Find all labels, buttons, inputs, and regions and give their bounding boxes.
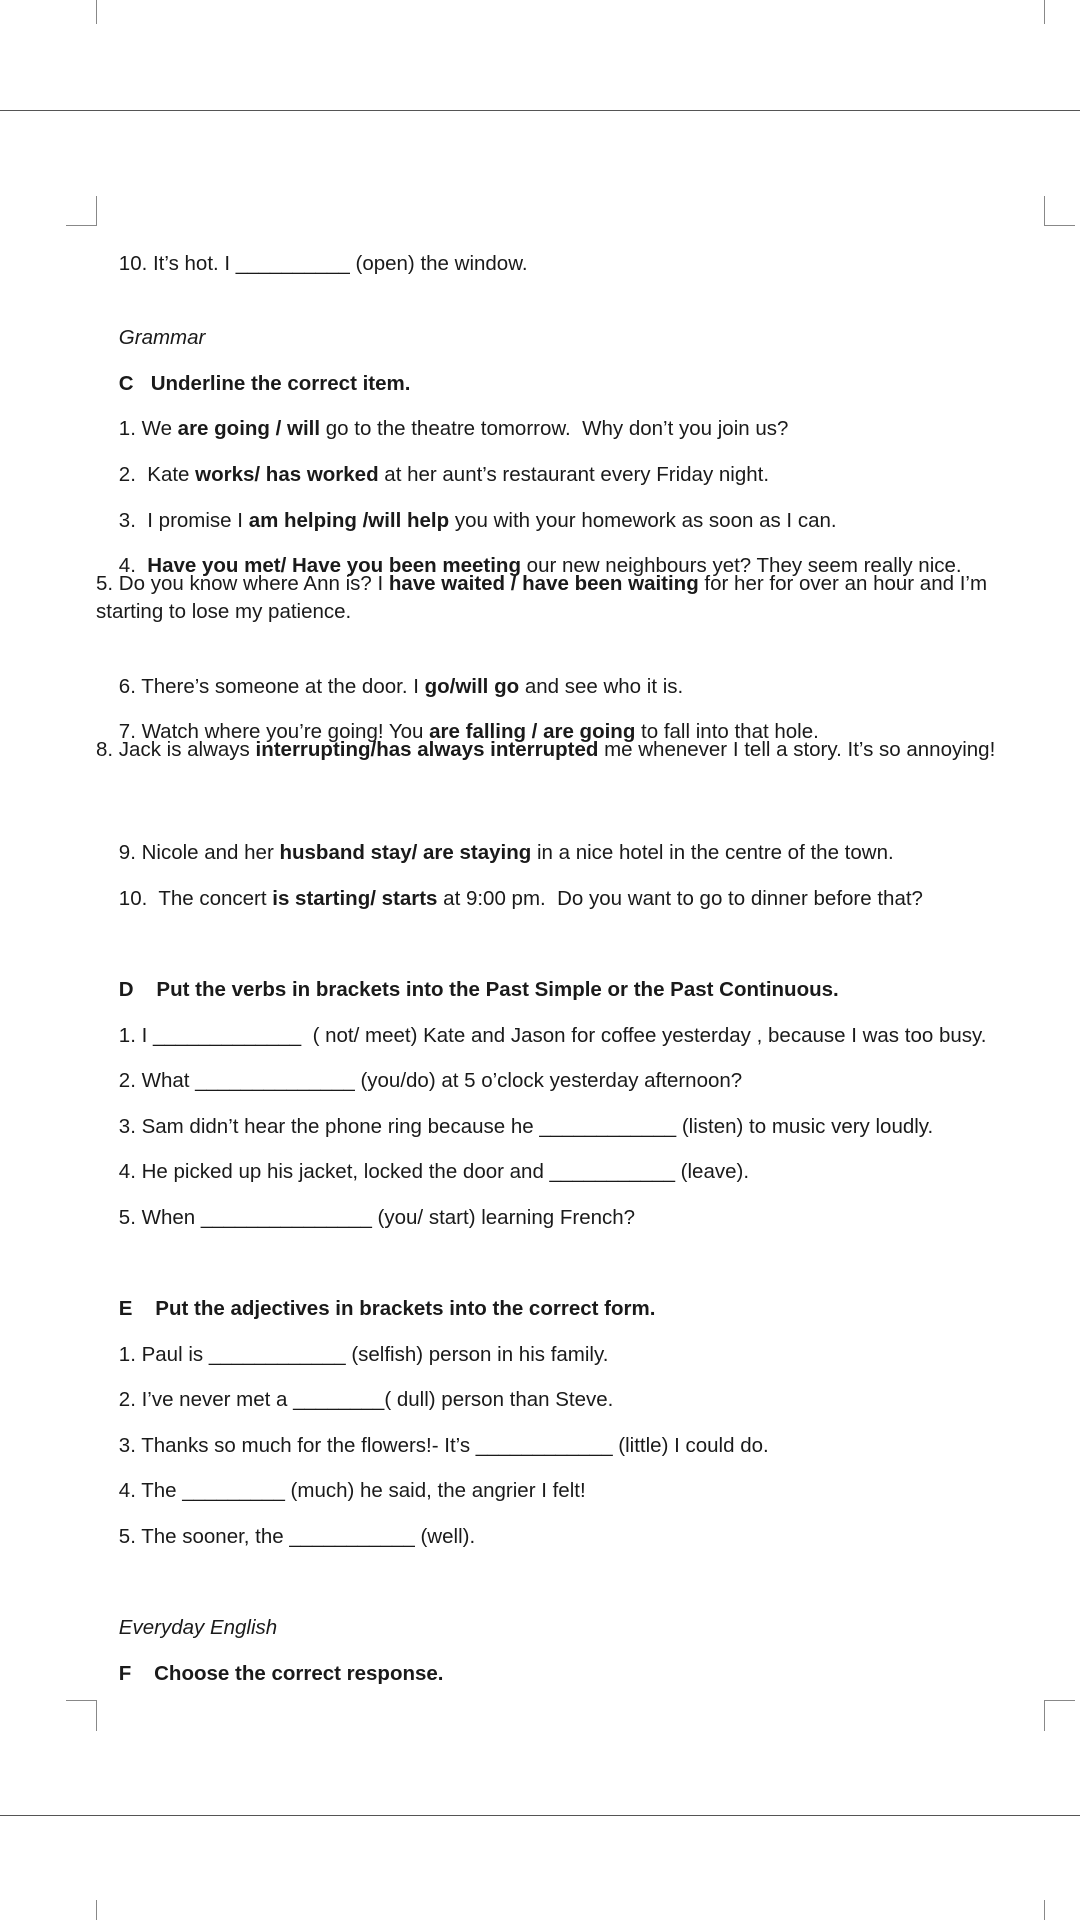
item-text: 10. It’s hot. I __________ (open) the window.	[118, 252, 528, 275]
section-instruction: Choose the correct response.	[154, 1662, 444, 1685]
choice-options: are falling / are going	[429, 720, 636, 743]
choice-options: have waited / have been waiting	[388, 572, 699, 595]
choice-options: interrupting/has always interrupted	[255, 738, 599, 761]
d-item-3: 3. Sam didn’t hear the phone ring because he ____________ (listen) to music very loudly.	[118, 1115, 934, 1138]
crop-mark	[66, 1700, 97, 1731]
c-item-8: 8. Jack is always interrupting/has always interrupted me whenever I tell a story. It’s so annoying!	[96, 738, 996, 761]
crop-mark	[1044, 0, 1045, 24]
section-letter: C	[118, 372, 134, 395]
e-item-3: 3. Thanks so much for the flowers!- It’s ____________ (little) I could do.	[118, 1434, 769, 1457]
crop-mark	[1044, 196, 1075, 226]
choice-options: works/ has worked	[195, 463, 379, 486]
choice-options: Have you met/ Have you been meeting	[147, 554, 521, 577]
exercise-item	[96, 222, 1016, 306]
d-item-2: 2. What ______________ (you/do) at 5 o’clock yesterday afternoon?	[118, 1069, 743, 1092]
section-instruction: Put the verbs in brackets into the Past Simple or the Past Continuous.	[156, 978, 839, 1001]
e-item-1: 1. Paul is ____________ (selfish) person in his family.	[118, 1343, 609, 1366]
section-f-heading	[96, 1632, 1016, 1716]
c-item-7: 7. Watch where you’re going! You are falling / are going to fall into that hole.	[118, 720, 819, 743]
section-letter: F	[118, 1662, 132, 1685]
choice-options: are going / will	[177, 417, 321, 440]
section-letter: D	[118, 978, 134, 1001]
page-break-bottom	[0, 1815, 1080, 1816]
c-item-5: 5. Do you know where Ann is? I have waited / have been waiting for her for over an hour and I’m starting to lose my patience.	[96, 572, 988, 623]
crop-mark	[1044, 1700, 1075, 1731]
section-label-everyday-english: Everyday English	[118, 1616, 278, 1639]
crop-mark	[66, 196, 97, 226]
crop-mark	[96, 1900, 97, 1920]
section-instruction: Put the adjectives in brackets into the correct form.	[155, 1297, 656, 1320]
choice-options: is starting/ starts	[272, 887, 438, 910]
choice-options: husband stay/ are staying	[279, 841, 532, 864]
e-item-2: 2. I’ve never met a ________( dull) person than Steve.	[118, 1388, 614, 1411]
page-break-top	[0, 110, 1080, 111]
c-item-1: 1. We are going / will go to the theatre tomorrow. Why don’t you join us?	[118, 417, 789, 440]
crop-mark	[96, 0, 97, 24]
c-item-3: 3. I promise I am helping /will help you with your homework as soon as I can.	[118, 509, 837, 532]
choice-options: am helping /will help	[248, 509, 450, 532]
c-item-9: 9. Nicole and her husband stay/ are staying in a nice hotel in the centre of the town.	[118, 841, 894, 864]
e-item-4: 4. The _________ (much) he said, the angrier I felt!	[118, 1479, 586, 1502]
c-item-6: 6. There’s someone at the door. I go/will go and see who it is.	[118, 675, 684, 698]
section-label-grammar: Grammar	[118, 326, 206, 349]
c-item-4: 4. Have you met/ Have you been meeting our new neighbours yet? They seem really nice.	[118, 554, 962, 577]
section-letter: E	[118, 1297, 133, 1320]
choice-options: go/will go	[424, 675, 520, 698]
crop-mark	[1044, 1900, 1045, 1920]
d-item-5: 5. When _______________ (you/ start) learning French?	[118, 1206, 636, 1229]
section-instruction: Underline the correct item.	[150, 372, 411, 395]
d-item-1: 1. I _____________ ( not/ meet) Kate and Jason for coffee yesterday , because I was too busy.	[118, 1024, 987, 1047]
d-item-4: 4. He picked up his jacket, locked the door and ___________ (leave).	[118, 1160, 750, 1183]
c-item-2: 2. Kate works/ has worked at her aunt’s restaurant every Friday night.	[118, 463, 770, 486]
c-item-10: 10. The concert is starting/ starts at 9:00 pm. Do you want to go to dinner before that?	[118, 887, 923, 910]
e-item-5: 5. The sooner, the ___________ (well).	[118, 1525, 476, 1548]
